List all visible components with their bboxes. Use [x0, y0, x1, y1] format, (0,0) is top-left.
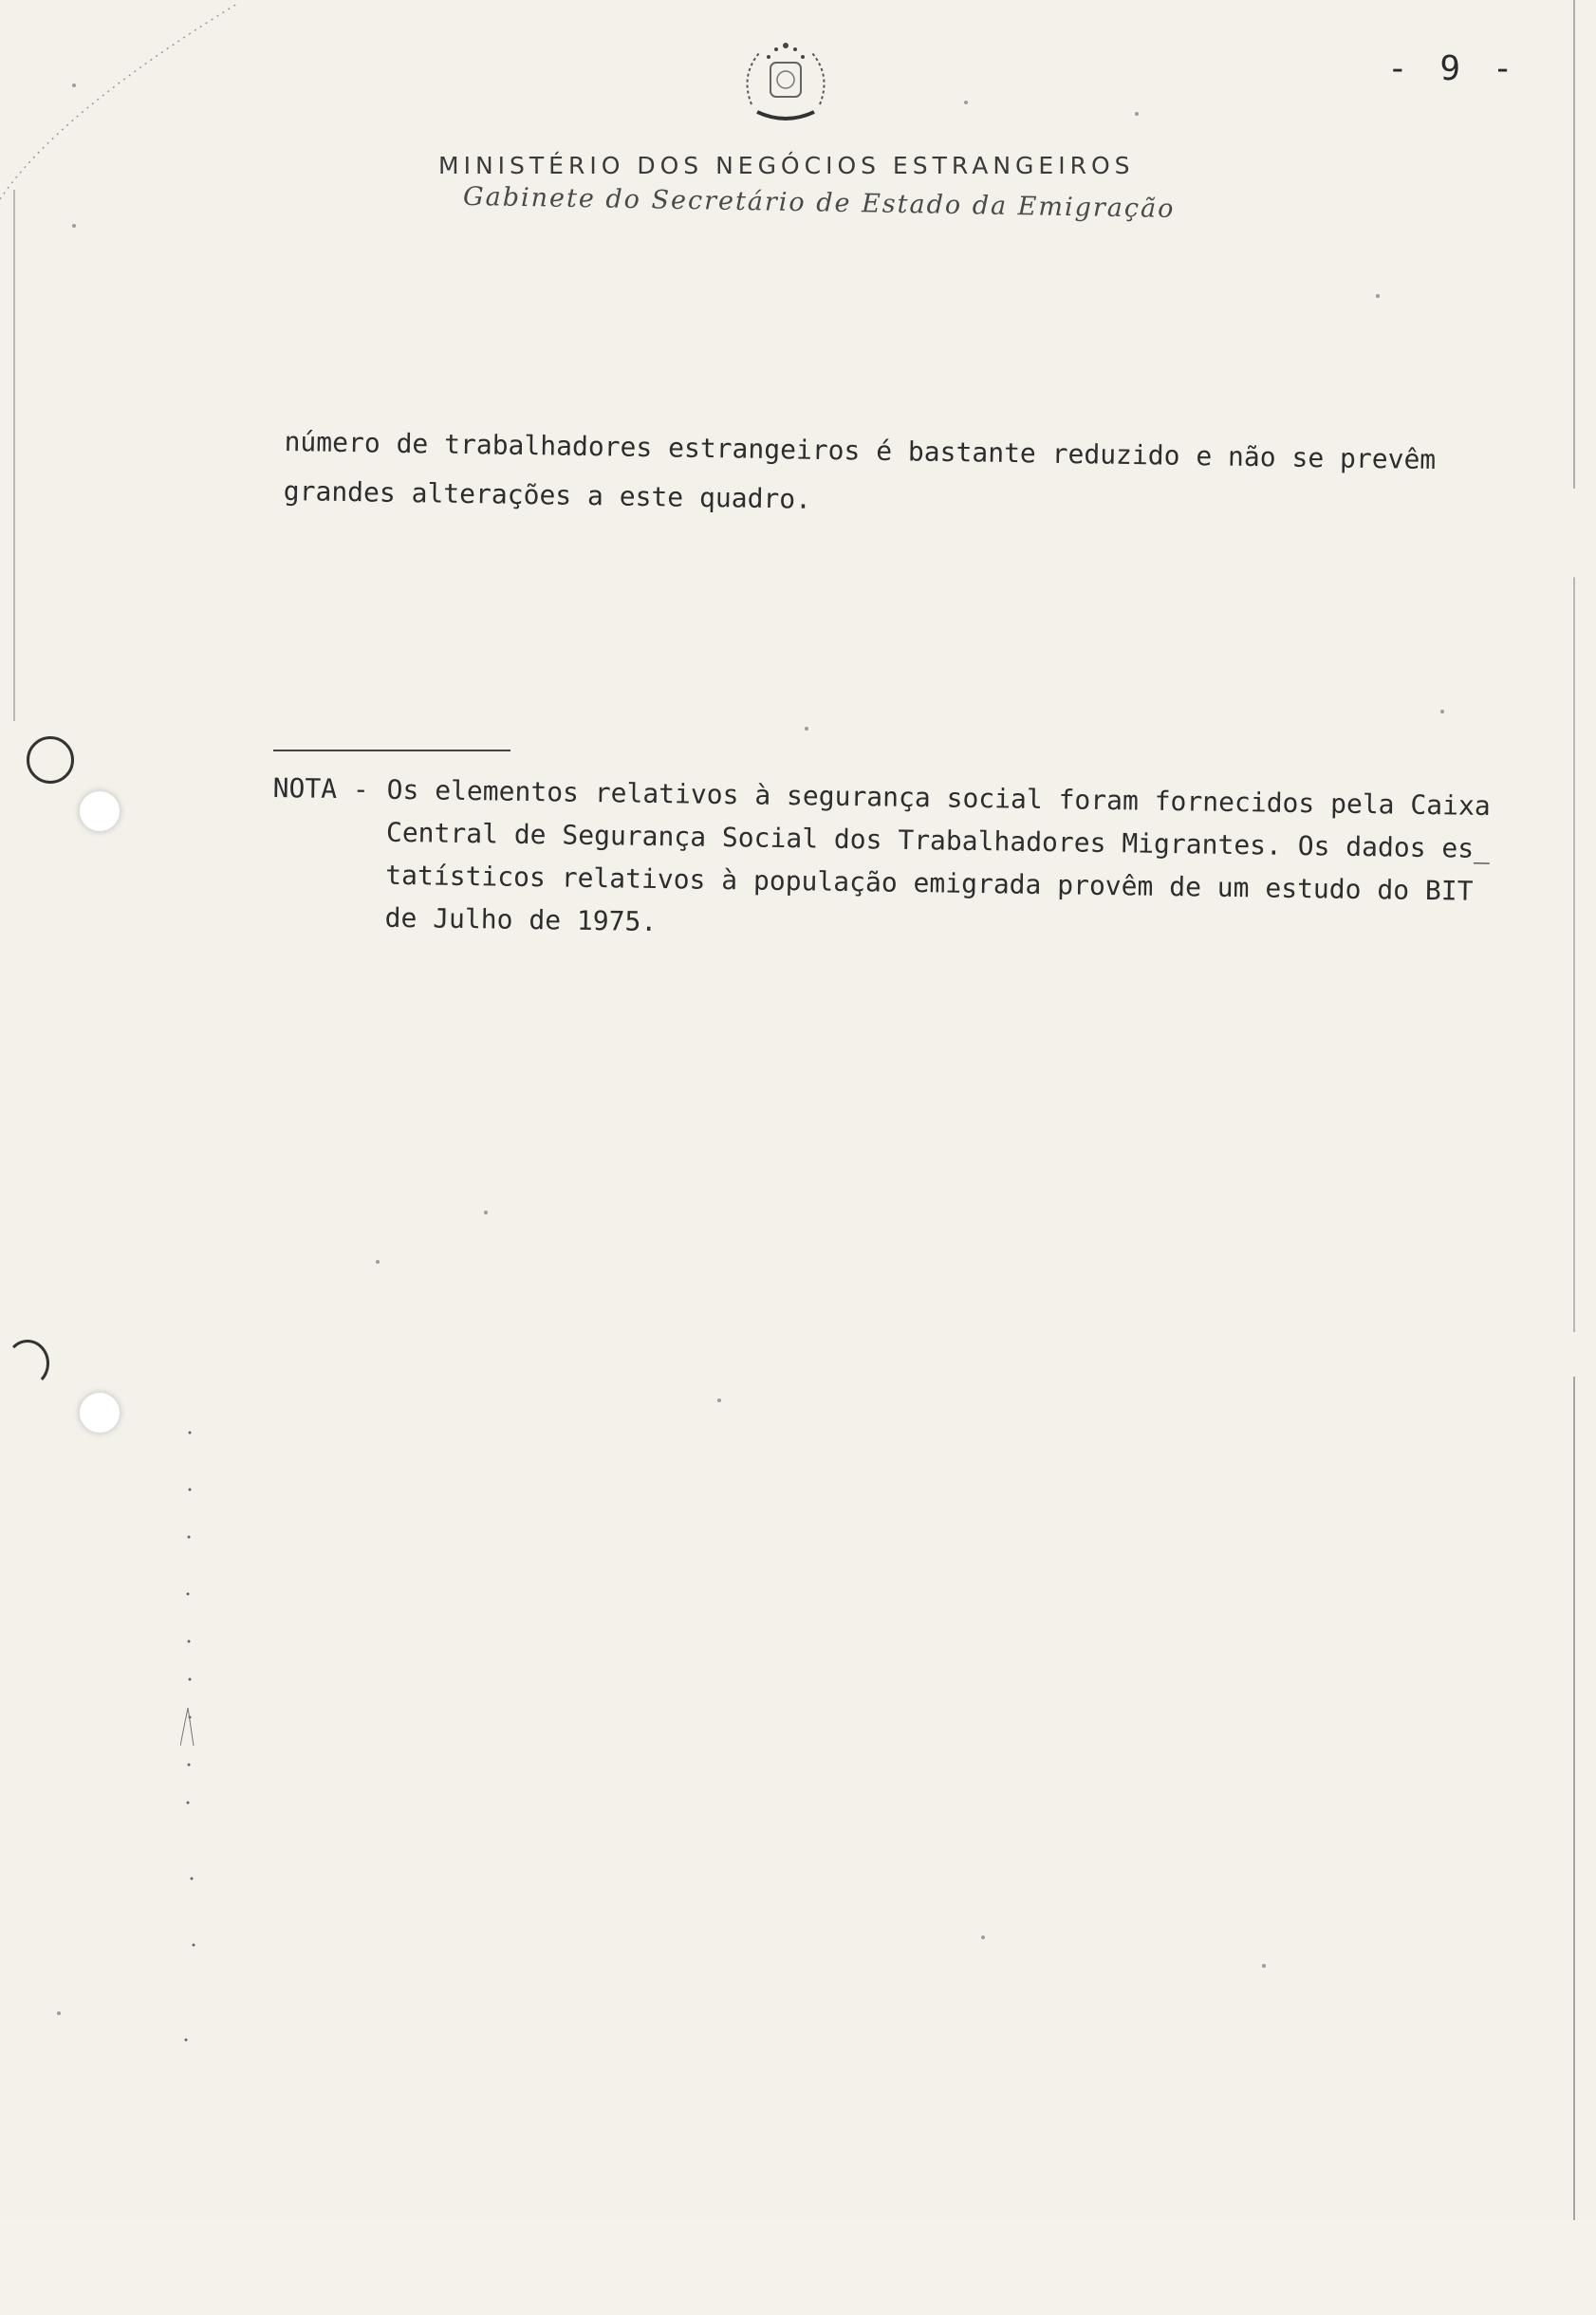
binder-ring-top	[27, 736, 74, 784]
speck	[57, 2011, 61, 2015]
speck	[717, 1398, 721, 1402]
speck	[1135, 112, 1139, 116]
speck	[1376, 294, 1380, 298]
footnote-block	[270, 767, 1526, 956]
folded-corner-mark	[0, 0, 247, 209]
coat-of-arms-seal-icon	[733, 38, 839, 129]
body-paragraph	[283, 417, 1479, 535]
note-separator-rule	[273, 750, 510, 751]
speck	[72, 224, 76, 228]
cabinet-subheading: Gabinete do Secretário de Estado da Emigração	[462, 181, 1176, 224]
note-line: tatísticos relativos à população emigrada provêm de um estudo do BIT	[385, 859, 1474, 907]
note-label: NOTA -	[272, 771, 370, 806]
ministry-heading: MINISTÉRIO DOS NEGÓCIOS ESTRANGEIROS	[438, 152, 1135, 179]
speck	[484, 1211, 488, 1214]
page-number: - 9 -	[1387, 49, 1519, 88]
speck	[805, 727, 808, 731]
speck	[964, 101, 968, 104]
note-line: de Julho de 1975.	[384, 901, 658, 938]
paragraph-line: número de trabalhadores estrangeiros é bastante reduzido e não se prevêm	[284, 425, 1437, 476]
note-line: Central de Segurança Social dos Trabalhadores Migrantes. Os dados es_	[385, 816, 1491, 865]
speck	[1262, 1964, 1266, 1968]
scan-edge-right	[1573, 0, 1575, 2220]
punch-hole-bottom	[78, 1391, 121, 1435]
speck	[72, 83, 76, 87]
punch-hole-top	[78, 789, 121, 833]
speck	[1440, 710, 1444, 713]
note-text: Os elementos relativos à segurança social foram fornecidos pela Caixa	[386, 773, 1491, 823]
binder-ring-bottom	[6, 1340, 49, 1387]
scan-dust-column	[180, 1423, 209, 2315]
speck	[981, 1935, 985, 1939]
scan-edge-left	[13, 190, 15, 721]
paragraph-line: grandes alterações a este quadro.	[283, 474, 812, 515]
speck	[376, 1260, 380, 1264]
